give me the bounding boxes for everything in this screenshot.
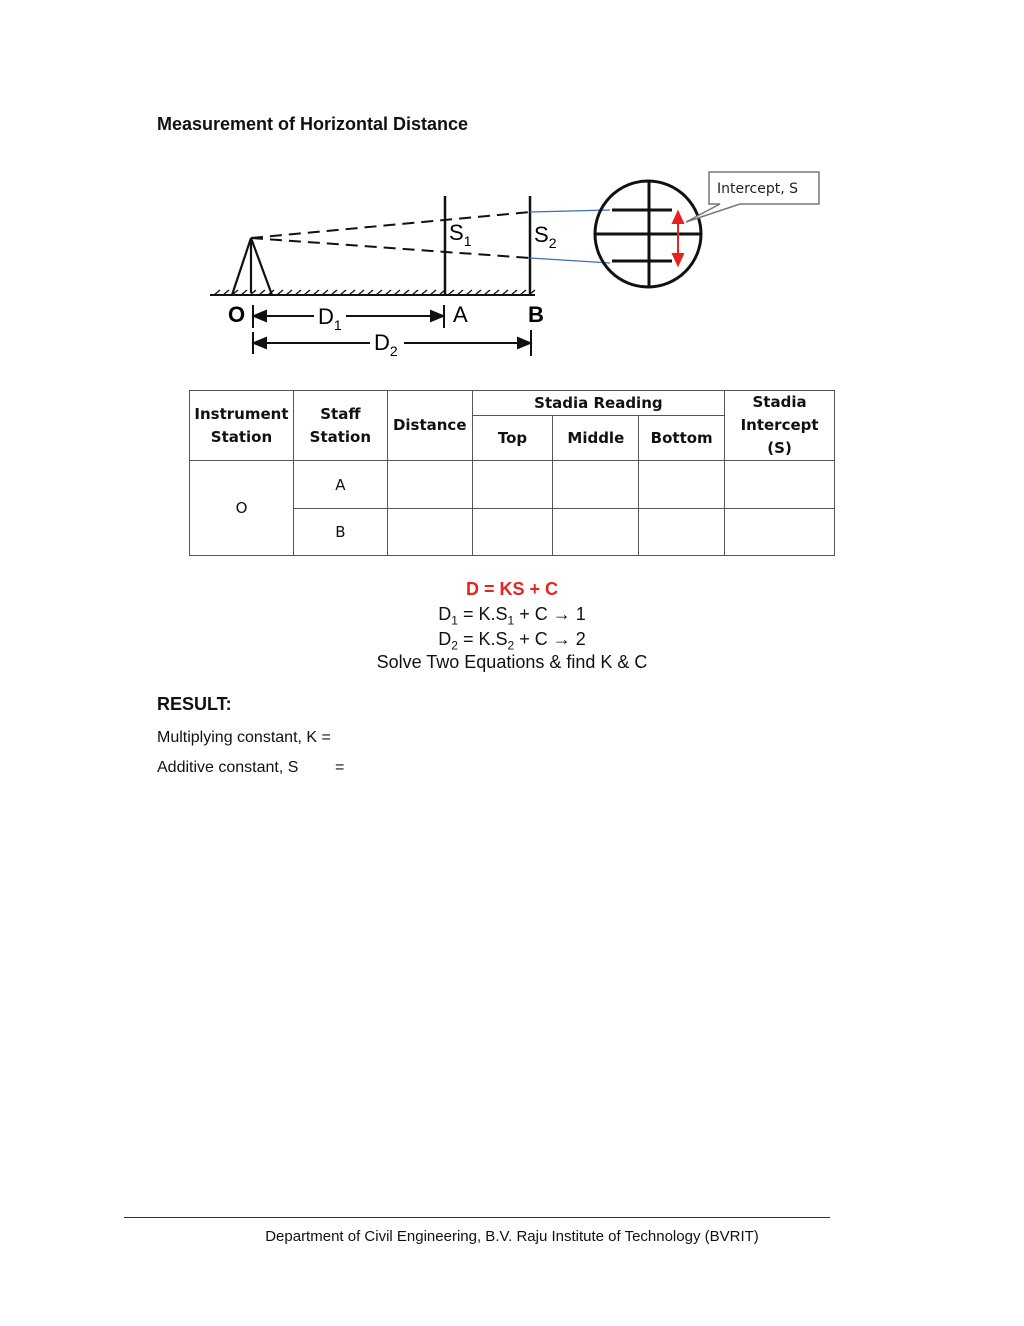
cell-bottom (639, 509, 725, 556)
table-row (190, 461, 835, 509)
header-instrument-station: Instrument Station (190, 391, 294, 461)
additive-constant-line (157, 759, 345, 777)
multiplying-constant-label: Multiplying constant, K = (157, 729, 331, 746)
cell-instrument-station: O (190, 461, 294, 556)
cell-staff-station: A (293, 461, 387, 509)
label-d1: $D_1$ (318, 304, 342, 333)
footer-divider (124, 1217, 830, 1218)
header-top: Top (472, 416, 553, 461)
tripod-icon (232, 238, 272, 295)
cell-distance (387, 509, 472, 556)
cell-top (472, 461, 553, 509)
cell-bottom (639, 461, 725, 509)
dimension-d1 (253, 305, 444, 328)
header-bottom: Bottom (639, 416, 725, 461)
reticle-icon (595, 181, 701, 287)
callout-label: Intercept, S (717, 181, 799, 197)
cell-staff-station: B (293, 509, 387, 556)
label-o: O (228, 302, 246, 327)
main-equation: D = KS + C (465, 579, 559, 599)
cell-middle (553, 461, 639, 509)
intercept-arrow (673, 212, 683, 265)
header-staff-station: Staff Station (293, 391, 387, 461)
header-stadia-reading: Stadia Reading (472, 391, 724, 416)
cell-intercept (725, 461, 835, 509)
label-a: A (453, 302, 468, 327)
stadia-table (189, 390, 835, 556)
result-heading: RESULT: (157, 694, 232, 714)
cell-intercept (725, 509, 835, 556)
page-footer: Department of Civil Engineering, B.V. Raju Institute of Technology (BVRIT) (265, 1228, 759, 1245)
equation-2: $D_2 = K.S_2 + C \to 2$ (438, 629, 586, 653)
additive-constant-equals: = (335, 759, 345, 776)
header-middle: Middle (553, 416, 639, 461)
label-d2: $D_2$ (374, 330, 398, 359)
header-stadia-intercept: Stadia Intercept (S) (725, 391, 835, 461)
sight-lines (251, 212, 530, 258)
cell-top (472, 509, 553, 556)
intercept-callout (686, 172, 819, 222)
cell-distance (387, 461, 472, 509)
additive-constant-label: Additive constant, S (157, 759, 299, 776)
equation-instruction: Solve Two Equations & find K & C (376, 652, 648, 672)
label-s1: $S_1$ (449, 220, 472, 249)
equation-1: $D_1 = K.S_1 + C \to 1$ (438, 604, 586, 628)
cell-middle (553, 509, 639, 556)
tacheometer-diagram (200, 160, 830, 360)
label-s2: $S_2$ (534, 222, 557, 251)
page-heading: Measurement of Horizontal Distance (157, 114, 469, 134)
header-distance: Distance (387, 391, 472, 461)
label-b: B (528, 302, 544, 327)
